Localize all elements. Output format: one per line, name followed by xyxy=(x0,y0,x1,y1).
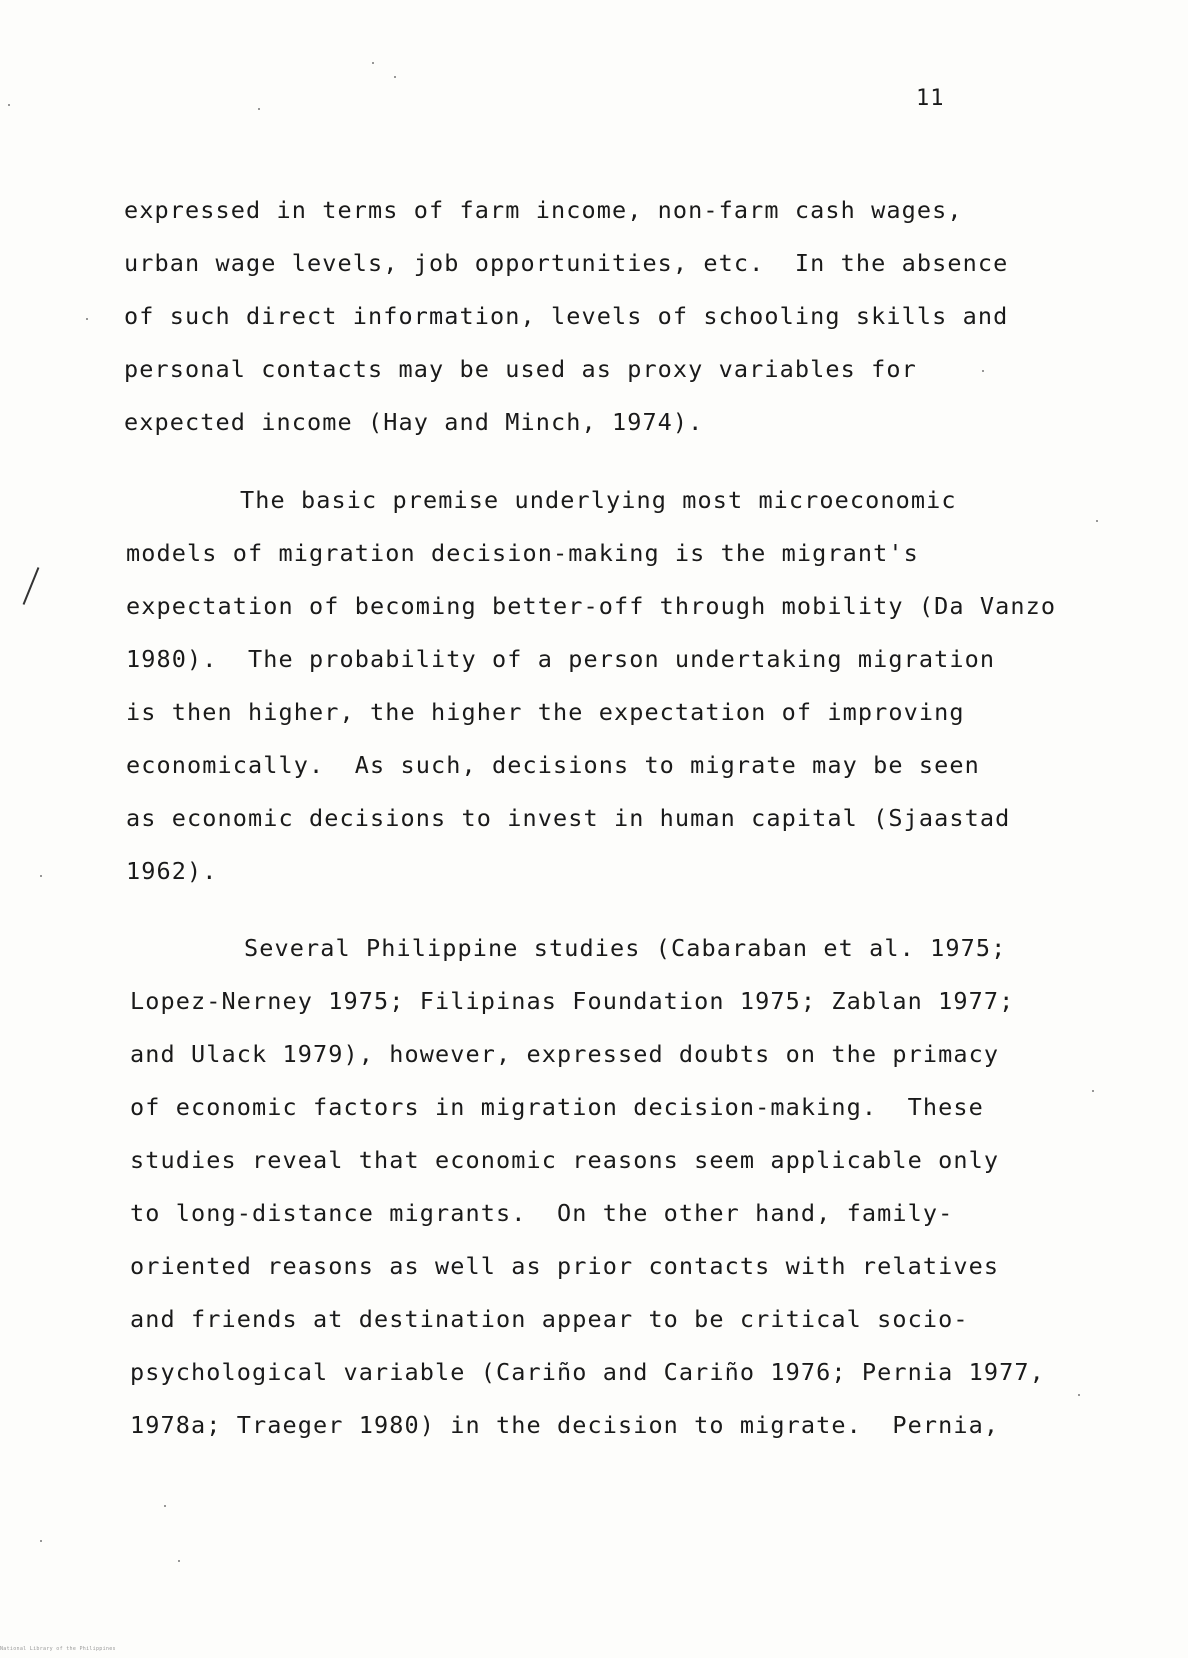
scan-speck xyxy=(178,1560,180,1562)
text-line: is then higher, the higher the expectation of improving xyxy=(126,698,965,726)
text-line: personal contacts may be used as proxy variables for xyxy=(124,355,917,383)
text-line: Lopez-Nerney 1975; Filipinas Foundation 1975; Zablan 1977; xyxy=(130,987,1015,1015)
text-line: The basic premise underlying most microeconomic xyxy=(240,486,957,514)
scan-speck xyxy=(394,76,396,78)
margin-pencil-mark xyxy=(23,567,40,605)
scan-speck xyxy=(164,1505,166,1507)
text-line: expected income (Hay and Minch, 1974). xyxy=(124,408,704,436)
text-line: 1978a; Traeger 1980) in the decision to migrate. Pernia, xyxy=(130,1411,1000,1439)
scan-speck xyxy=(40,1540,42,1542)
text-line: of economic factors in migration decision-making. These xyxy=(130,1093,984,1121)
scan-speck xyxy=(40,875,42,877)
text-line: urban wage levels, job opportunities, etc. In the absence xyxy=(124,249,1009,277)
text-line: models of migration decision-making is the migrant's xyxy=(126,539,919,567)
text-line: studies reveal that economic reasons seem applicable only xyxy=(130,1146,1000,1174)
text-line: of such direct information, levels of schooling skills and xyxy=(124,302,1009,330)
text-line: expressed in terms of farm income, non-farm cash wages, xyxy=(124,196,963,224)
text-line: as economic decisions to invest in human capital (Sjaastad xyxy=(126,804,1011,832)
paragraph xyxy=(130,922,1110,1452)
text-line: economically. As such, decisions to migrate may be seen xyxy=(126,751,980,779)
paragraph xyxy=(126,474,1106,898)
text-line: and Ulack 1979), however, expressed doubts on the primacy xyxy=(130,1040,1000,1068)
text-line: 1962). xyxy=(126,857,218,885)
paragraph xyxy=(124,184,1104,449)
text-line: Several Philippine studies (Cabaraban et al. 1975; xyxy=(244,934,1007,962)
text-line: psychological variable (Cariño and Cariño 1976; Pernia 1977, xyxy=(130,1358,1045,1386)
scan-speck xyxy=(372,62,374,64)
scan-speck xyxy=(258,108,260,110)
text-line: expectation of becoming better-off through mobility (Da Vanzo xyxy=(126,592,1057,620)
text-line: 1980). The probability of a person undertaking migration xyxy=(126,645,996,673)
scan-footer-text: National Library of the Philippines xyxy=(0,1646,116,1652)
page-number: 11 xyxy=(916,86,945,111)
scan-speck xyxy=(86,318,88,320)
text-line: oriented reasons as well as prior contacts with relatives xyxy=(130,1252,1000,1280)
text-line: to long-distance migrants. On the other hand, family- xyxy=(130,1199,954,1227)
scan-speck xyxy=(8,104,10,106)
text-line: and friends at destination appear to be critical socio- xyxy=(130,1305,969,1333)
